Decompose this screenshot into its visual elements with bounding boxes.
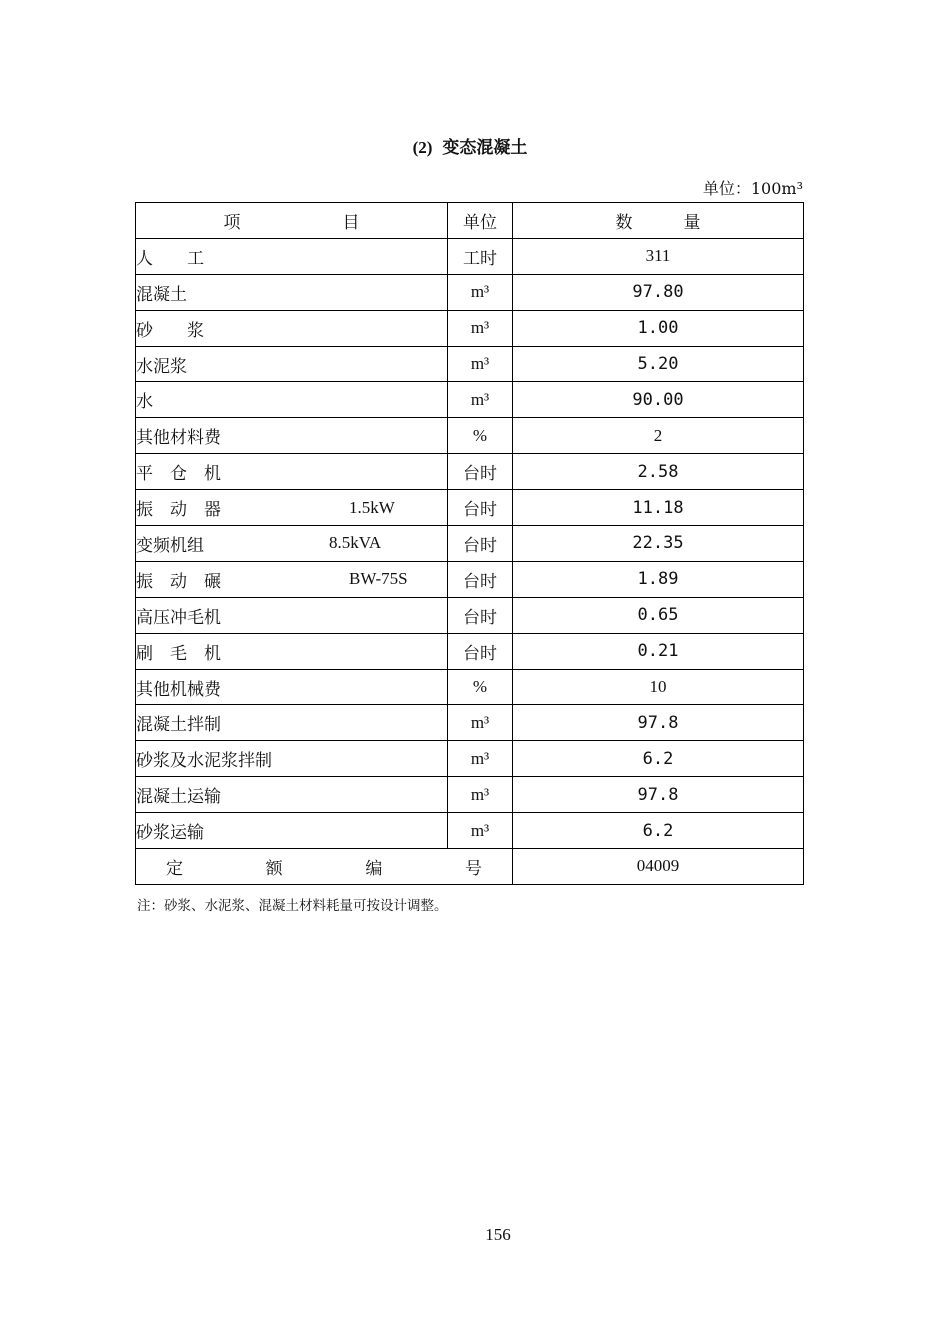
item-name: 混凝土 [136, 284, 187, 305]
unit-cell: m³ [448, 813, 513, 849]
table-row [136, 597, 804, 633]
item-cell [136, 561, 448, 597]
item-cell [136, 705, 448, 741]
item-cell [136, 741, 448, 777]
unit-cell: m³ [448, 274, 513, 310]
quantity-cell: 0.65 [513, 597, 804, 633]
item-spec: 8.5kVA [329, 533, 382, 553]
table-row [136, 669, 804, 705]
table-row [136, 633, 804, 669]
unit-cell: 台时 [448, 454, 513, 490]
item-cell [136, 454, 448, 490]
item-name: 混凝土拌制 [136, 715, 221, 736]
table-row [136, 274, 804, 310]
item-name: 砂浆及水泥浆拌制 [136, 751, 272, 772]
header-item: 项 目 [136, 203, 448, 239]
table-row [136, 418, 804, 454]
unit-cell: m³ [448, 346, 513, 382]
item-name: 砂浆运输 [136, 823, 204, 844]
unit-cell: % [448, 669, 513, 705]
unit-cell: m³ [448, 382, 513, 418]
item-name: 水泥浆 [136, 356, 187, 377]
code-label-char: 定 [166, 858, 183, 879]
item-cell [136, 777, 448, 813]
quota-code-row [136, 849, 804, 885]
header-row [136, 203, 804, 239]
item-cell [136, 346, 448, 382]
unit-cell: 工时 [448, 238, 513, 274]
unit-cell: m³ [448, 741, 513, 777]
item-cell [136, 813, 448, 849]
quantity-cell: 2.58 [513, 454, 804, 490]
unit-note: 单位：100m³ [702, 179, 803, 198]
item-name: 其他材料费 [136, 428, 221, 449]
table-row [136, 777, 804, 813]
item-cell [136, 274, 448, 310]
item-name: 其他机械费 [136, 679, 221, 700]
unit-cell: m³ [448, 705, 513, 741]
item-spec: 1.5kW [349, 497, 395, 517]
item-cell [136, 526, 448, 562]
quantity-cell: 311 [513, 238, 804, 274]
item-name: 平 仓 机 [136, 464, 221, 485]
page-number: 156 [485, 1225, 511, 1244]
unit-cell: 台时 [448, 490, 513, 526]
table-row [136, 741, 804, 777]
unit-cell: 台时 [448, 526, 513, 562]
quota-table [135, 202, 804, 885]
quantity-cell: 6.2 [513, 813, 804, 849]
code-label-char: 编 [365, 858, 383, 879]
unit-cell: 台时 [448, 633, 513, 669]
section-number: (2) [412, 138, 433, 157]
quantity-cell: 0.21 [513, 633, 804, 669]
table-row [136, 526, 804, 562]
page-title [0, 133, 940, 158]
item-cell [136, 382, 448, 418]
header-quantity: 数 量 [513, 203, 804, 239]
quantity-cell: 11.18 [513, 490, 804, 526]
footnote: 注：砂浆、水泥浆、混凝土材料耗量可按设计调整。 [137, 898, 448, 914]
section-title: 变态混凝土 [442, 138, 528, 158]
item-cell [136, 418, 448, 454]
quantity-cell: 97.8 [513, 705, 804, 741]
item-name: 砂 浆 [136, 320, 204, 341]
item-name: 人 工 [136, 248, 204, 269]
table-row [136, 382, 804, 418]
table-row [136, 813, 804, 849]
item-cell [136, 238, 448, 274]
item-name: 高压冲毛机 [136, 607, 221, 628]
quantity-cell: 10 [513, 669, 804, 705]
item-cell [136, 669, 448, 705]
table-row [136, 561, 804, 597]
quantity-cell: 6.2 [513, 741, 804, 777]
item-name: 刷 毛 机 [136, 643, 221, 664]
table-row [136, 454, 804, 490]
quota-code-label [136, 849, 513, 885]
item-cell [136, 490, 448, 526]
unit-cell: m³ [448, 310, 513, 346]
quantity-cell: 22.35 [513, 526, 804, 562]
header-unit: 单位 [448, 203, 513, 239]
quantity-cell: 5.20 [513, 346, 804, 382]
quantity-cell: 90.00 [513, 382, 804, 418]
item-name: 振 动 碾 [136, 571, 221, 592]
item-name: 水 [136, 392, 153, 413]
unit-cell: m³ [448, 777, 513, 813]
table-row [136, 705, 804, 741]
item-cell [136, 633, 448, 669]
unit-cell: % [448, 418, 513, 454]
item-spec: BW-75S [349, 569, 408, 589]
unit-cell: 台时 [448, 561, 513, 597]
code-label-char: 号 [464, 858, 482, 879]
item-name: 变频机组 [136, 535, 204, 556]
table-row [136, 490, 804, 526]
quota-code-value: 04009 [513, 849, 804, 885]
quantity-cell: 1.89 [513, 561, 804, 597]
quantity-cell: 97.8 [513, 777, 804, 813]
table-row [136, 238, 804, 274]
quantity-cell: 1.00 [513, 310, 804, 346]
table-row [136, 310, 804, 346]
quantity-cell: 97.80 [513, 274, 804, 310]
item-cell [136, 597, 448, 633]
unit-cell: 台时 [448, 597, 513, 633]
table-row [136, 346, 804, 382]
item-name: 混凝土运输 [136, 787, 221, 808]
item-cell [136, 310, 448, 346]
quantity-cell: 2 [513, 418, 804, 454]
code-label-char: 额 [265, 858, 283, 879]
item-name: 振 动 器 [136, 500, 221, 521]
